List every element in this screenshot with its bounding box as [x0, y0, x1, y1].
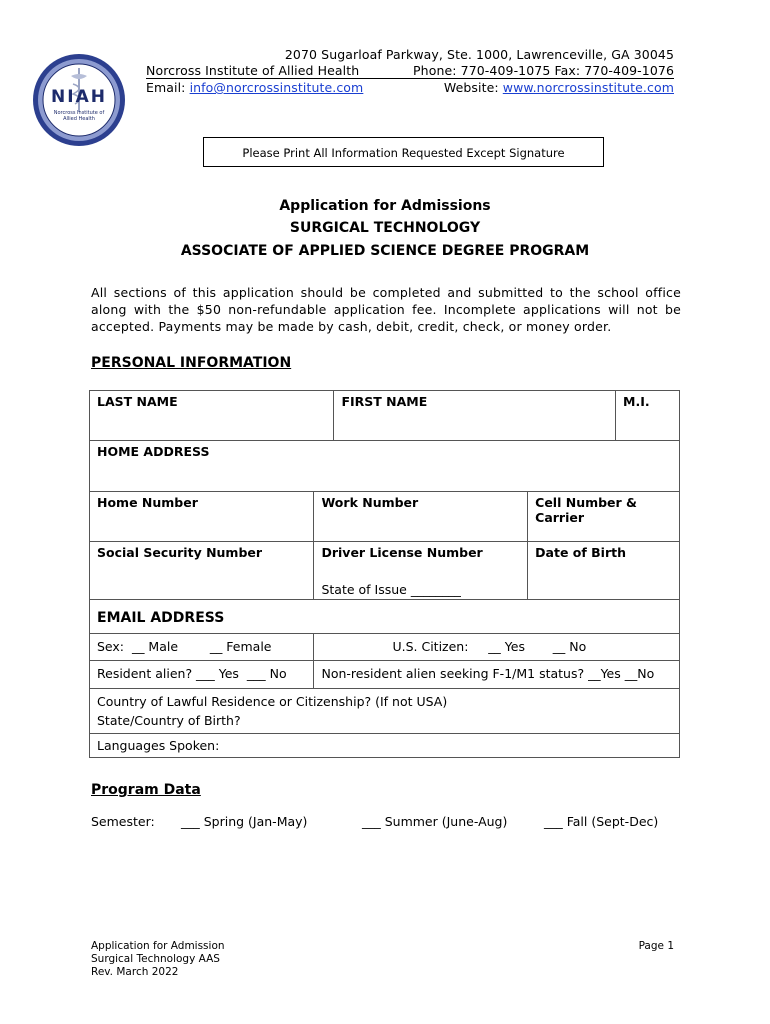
logo-text: NIAH [51, 87, 107, 107]
ssn-field[interactable]: Social Security Number [90, 542, 314, 600]
footer-line-3: Rev. March 2022 [91, 966, 179, 978]
cell-number-field[interactable]: Cell Number & Carrier [528, 492, 680, 542]
summer-option[interactable]: ___ Summer (June-Aug) [362, 814, 508, 829]
program-data-heading: Program Data [91, 782, 201, 798]
email-label: Email: [146, 80, 186, 95]
email-address-field[interactable]: EMAIL ADDRESS [90, 600, 680, 634]
spring-option[interactable]: ___ Spring (Jan-May) [181, 814, 308, 829]
footer-info [91, 940, 225, 979]
phone-fax: Phone: 770-409-1075 Fax: 770-409-1076 [413, 63, 674, 78]
driver-license-field[interactable] [314, 542, 528, 600]
work-number-field[interactable]: Work Number [314, 492, 528, 542]
us-citizen-field[interactable]: U.S. Citizen: __ Yes __ No [314, 634, 680, 661]
sex-field[interactable]: Sex: __ Male __ Female [90, 634, 314, 661]
languages-field[interactable]: Languages Spoken: [90, 734, 680, 758]
first-name-field[interactable]: FIRST NAME [334, 391, 616, 441]
semester-label: Semester: [91, 814, 155, 829]
dob-field[interactable]: Date of Birth [528, 542, 680, 600]
personal-info-heading: PERSONAL INFORMATION [91, 355, 292, 371]
org-contact-line [146, 63, 674, 79]
form-title: Application for Admissions [279, 198, 491, 214]
home-address-field[interactable]: HOME ADDRESS [90, 441, 680, 492]
residence-field[interactable] [90, 689, 680, 734]
email-line [146, 80, 363, 95]
resident-alien-field[interactable]: Resident alien? ___ Yes ___ No [90, 661, 314, 689]
last-name-field[interactable]: LAST NAME [90, 391, 334, 441]
country-residence-label: Country of Lawful Residence or Citizenship? (If not USA) [97, 694, 448, 709]
website-link[interactable]: www.norcrossinstitute.com [502, 80, 674, 95]
personal-info-table [89, 390, 680, 758]
home-number-field[interactable]: Home Number [90, 492, 314, 542]
footer-line-2: Surgical Technology AAS [91, 953, 220, 965]
birth-place-label: State/Country of Birth? [97, 713, 241, 728]
degree-title: ASSOCIATE OF APPLIED SCIENCE DEGREE PROGRAM [180, 243, 590, 259]
page-number: Page 1 [638, 940, 674, 952]
state-of-issue-label: State of Issue ________ [321, 582, 461, 597]
org-name: Norcross Institute of Allied Health [146, 63, 360, 78]
print-notice: Please Print All Information Requested Except Signature [203, 137, 604, 167]
fall-option[interactable]: ___ Fall (Sept-Dec) [544, 814, 659, 829]
footer-line-1: Application for Admission [91, 940, 225, 952]
email-link[interactable]: info@norcrossinstitute.com [189, 80, 364, 95]
website-label: Website: [443, 80, 499, 95]
logo-subtitle: Norcross Institute of Allied Health [53, 110, 105, 122]
website-line [444, 80, 674, 95]
middle-initial-field[interactable]: M.I. [616, 391, 680, 441]
driver-license-label: Driver License Number [321, 545, 483, 560]
nonresident-alien-field[interactable]: Non-resident alien seeking F-1/M1 status? __Yes __No [314, 661, 680, 689]
school-address: 2070 Sugarloaf Parkway, Ste. 1000, Lawrenceville, GA 30045 [284, 47, 674, 62]
intro-paragraph: All sections of this application should be completed and submitted to the school office along with the $50 non-refundable application fee. Incomplete applications will not be accepted. Payments may be made by cash, debit, credit, check, or money order. [91, 285, 681, 334]
institute-logo [31, 52, 127, 148]
program-title: SURGICAL TECHNOLOGY [289, 220, 481, 236]
